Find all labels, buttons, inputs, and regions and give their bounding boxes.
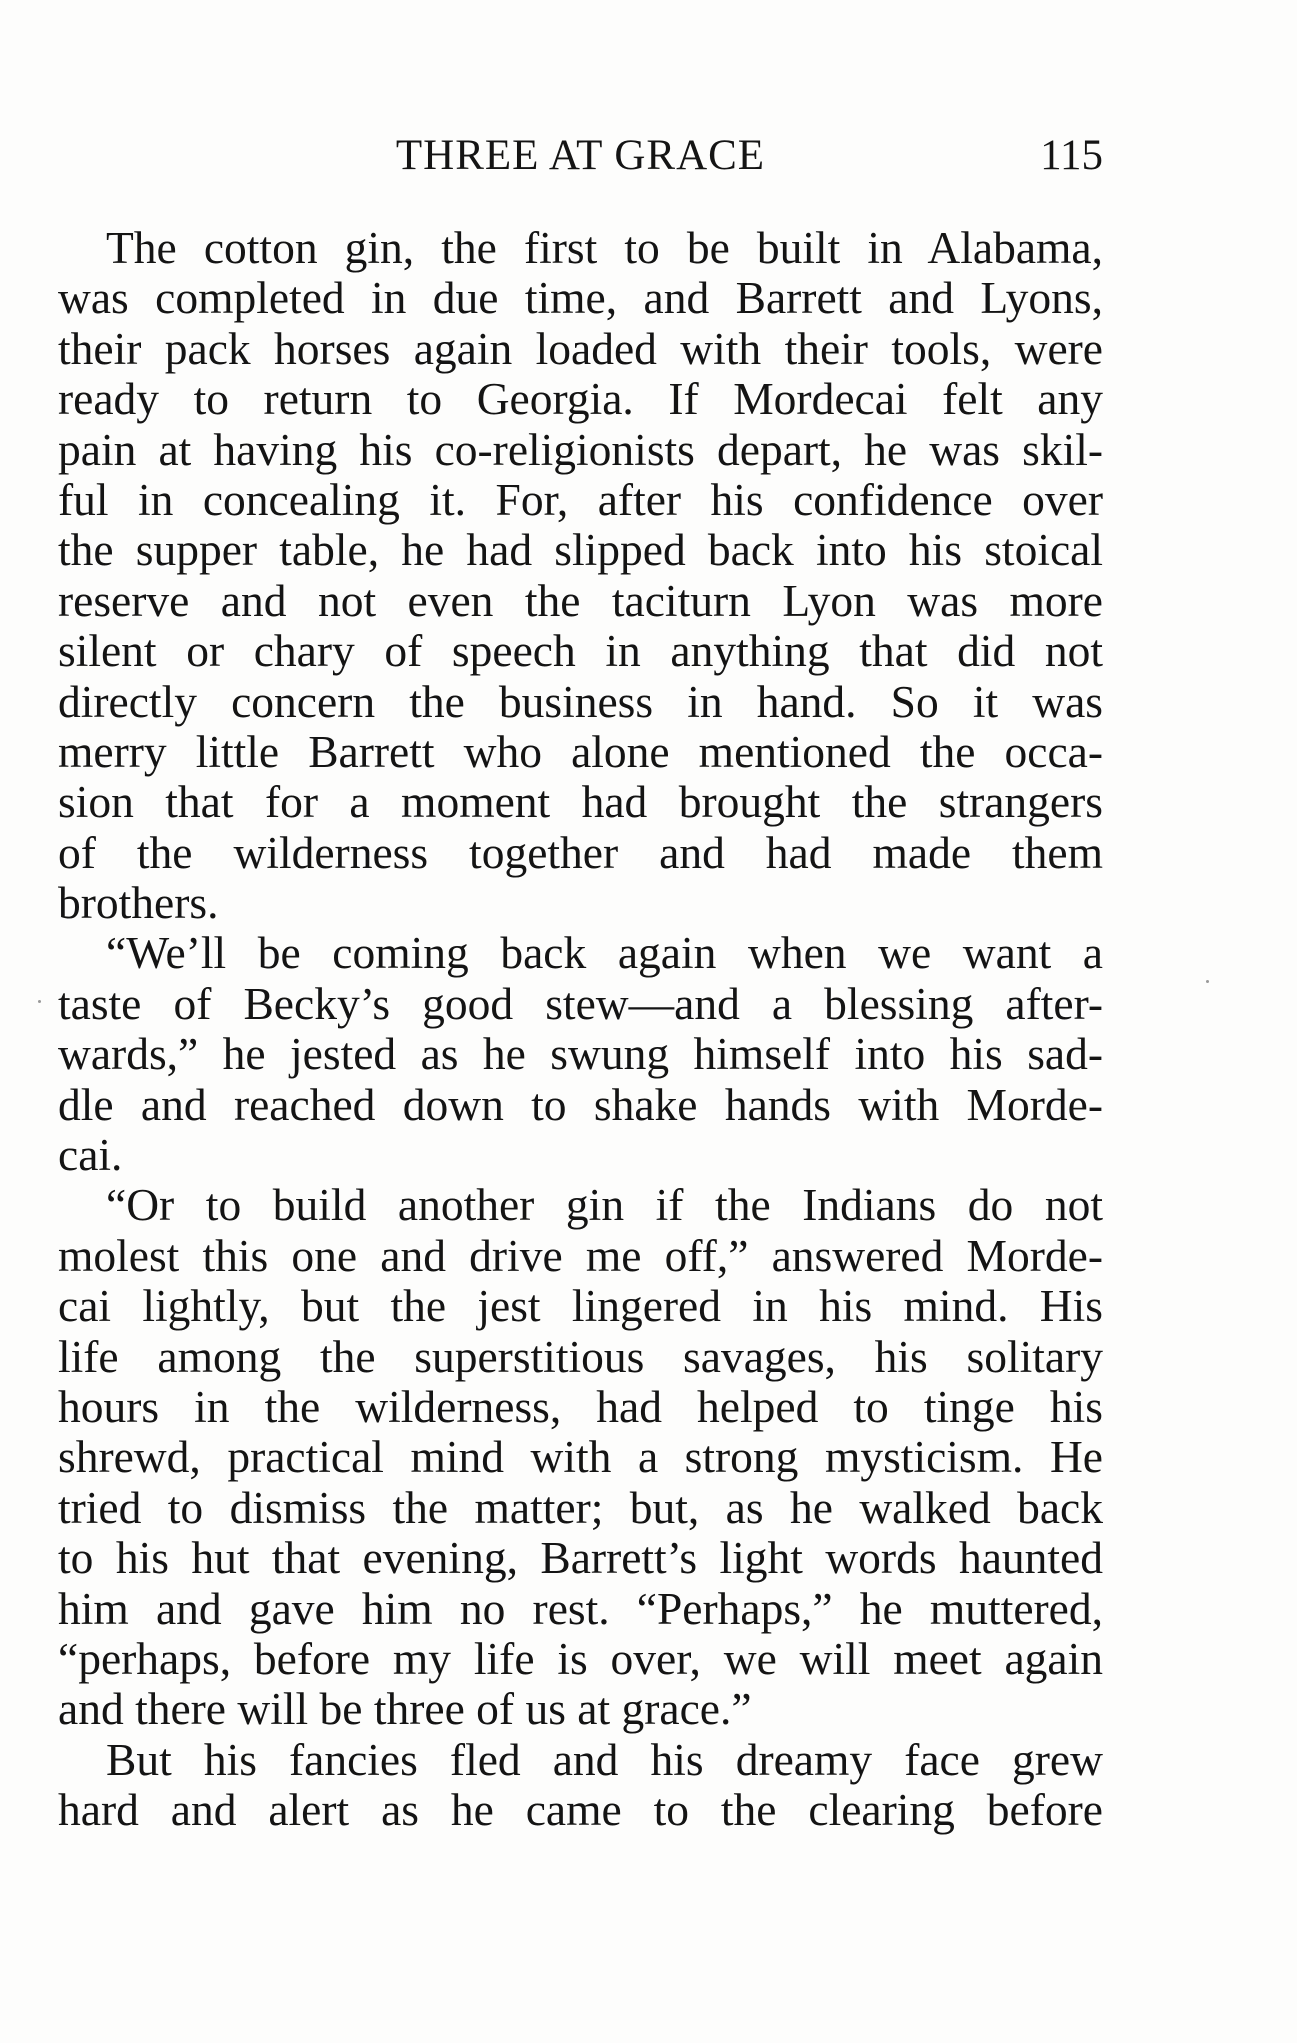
text-line: sion that for a moment had brought the strangers <box>58 776 1103 828</box>
running-title: THREE AT GRACE <box>395 132 766 179</box>
text-line: was completed in due time, and Barrett and Lyons, <box>58 272 1103 324</box>
text-line: “Or to build another gin if the Indians do not <box>106 1179 1103 1231</box>
text-line: molest this one and drive me off,” answered Morde- <box>58 1229 1103 1281</box>
text-line: directly concern the business in hand. So it was <box>58 675 1103 727</box>
body-text <box>58 223 1103 1836</box>
text-line: brothers. <box>58 877 219 929</box>
text-line: “We’ll be coming back again when we want a <box>106 927 1103 979</box>
text-line: him and gave him no rest. “Perhaps,” he muttered, <box>58 1582 1103 1634</box>
paper-speck <box>38 1000 41 1003</box>
text-line: “perhaps, before my life is over, we will meet again <box>58 1632 1103 1684</box>
text-line: tried to dismiss the matter; but, as he walked back <box>58 1481 1103 1533</box>
text-line: hard and alert as he came to the clearing before <box>58 1784 1103 1836</box>
text-line: cai. <box>58 1129 123 1181</box>
text-line: reserve and not even the taciturn Lyon was more <box>58 574 1103 626</box>
text-line: merry little Barrett who alone mentioned the occa- <box>58 725 1103 777</box>
text-line: hours in the wilderness, had helped to tinge his <box>58 1380 1103 1432</box>
text-line: life among the superstitious savages, his solitary <box>58 1330 1103 1382</box>
text-line: ready to return to Georgia. If Mordecai felt any <box>58 373 1103 425</box>
text-line: wards,” he jested as he swung himself into his sad- <box>58 1028 1103 1080</box>
text-line: cai lightly, but the jest lingered in his mind. His <box>58 1280 1103 1332</box>
running-head <box>58 128 1103 184</box>
text-line: their pack horses again loaded with their tools, were <box>58 322 1103 374</box>
text-line: of the wilderness together and had made them <box>58 826 1103 878</box>
text-line: shrewd, practical mind with a strong mysticism. He <box>58 1431 1103 1483</box>
text-line: to his hut that evening, Barrett’s light words haunted <box>58 1532 1103 1584</box>
text-line: The cotton gin, the first to be built in Alabama, <box>106 222 1103 273</box>
text-line: pain at having his co-religionists depart, he was skil- <box>58 423 1103 475</box>
page-number: 115 <box>1040 132 1103 179</box>
text-line: dle and reached down to shake hands with Morde- <box>58 1078 1103 1130</box>
text-line: ful in concealing it. For, after his confidence over <box>58 473 1103 525</box>
text-line: and there will be three of us at grace.” <box>58 1683 752 1735</box>
text-line: But his fancies fled and his dreamy face grew <box>106 1733 1103 1785</box>
text-line: the supper table, he had slipped back into his stoical <box>58 524 1103 576</box>
text-line: taste of Becky’s good stew—and a blessing after- <box>58 977 1103 1029</box>
text-line: silent or chary of speech in anything that did not <box>58 625 1103 677</box>
paper-speck <box>1206 980 1209 983</box>
